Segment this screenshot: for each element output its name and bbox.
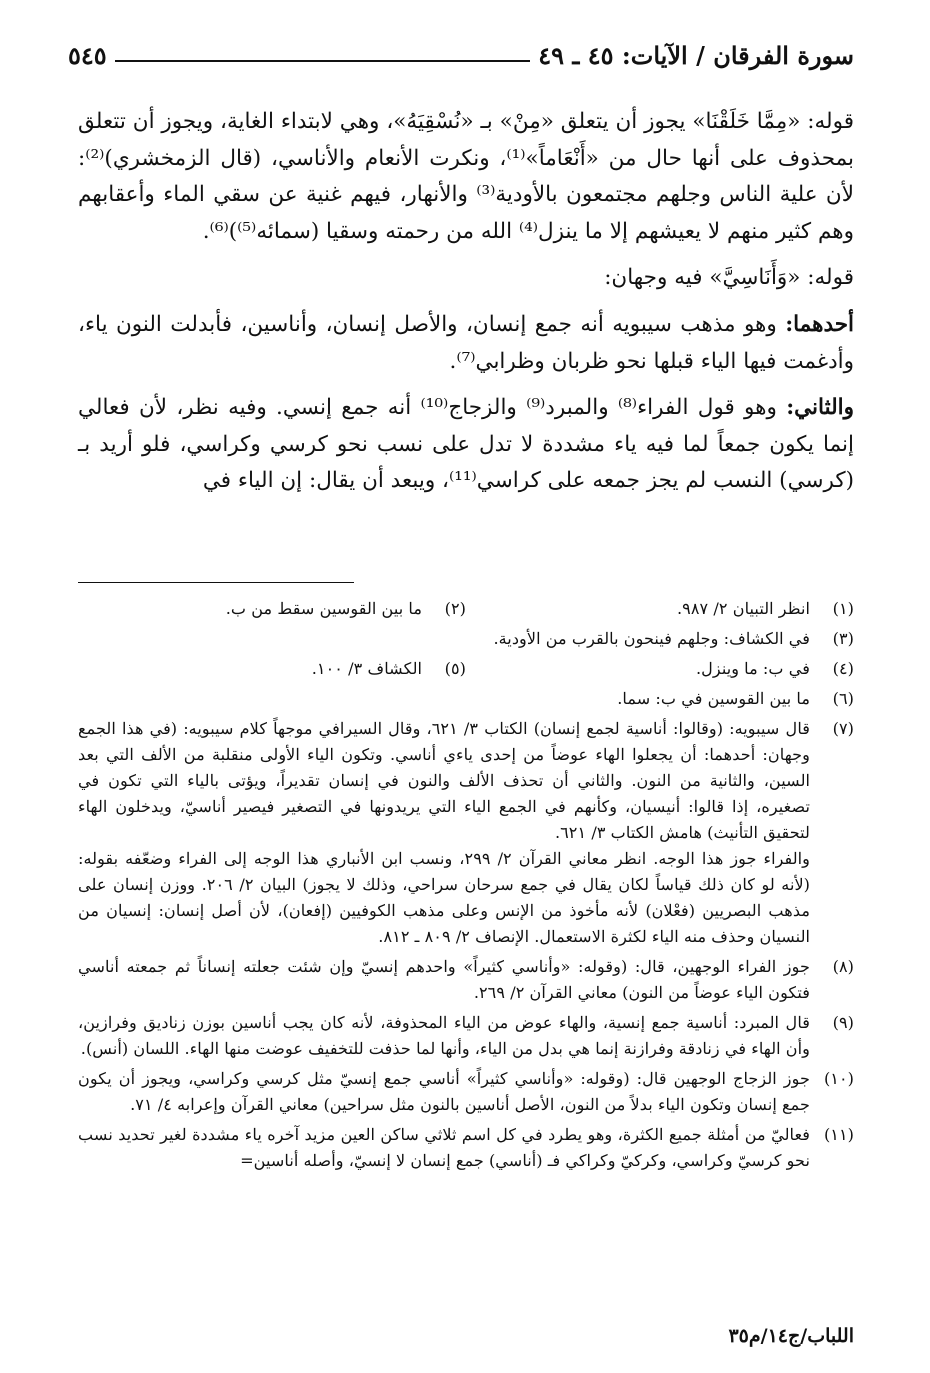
footnote-text: قال المبرد: أناسية جمع إنسية، والهاء عوض من الياء المحذوفة، لأنه كان يجب أناسين بوزن زناديق وفرازين، وأن الهاء في زنادقة وفرازنة إنما هي بدل من الياء، وأنها لما حذفت للتخفيف عوضت منها الهاء. اللسان (أنس). xyxy=(78,1013,810,1058)
footnote xyxy=(78,1010,854,1062)
paragraph-min-ma-khalaqna: قوله: «مِمَّا خَلَقْنَا» يجوز أن يتعلق «مِنْ» بـ «نُسْقِيَهُ»، وهي لابتداء الغاية، ويجوز أن تتعلق بمحذوف على أنها حال من «أَنْعَاماً»⁽¹⁾، ونكرت الأنعام والأناسي، (قال الزمخشري)⁽²⁾: لأن علية الناس وجلهم مجتمعون بالأودية⁽³⁾ والأنهار، فيهم غنية عن سقي الماء وأعقابهم وهم كثير منهم لا يعيشهم إلا ما ينزل⁽⁴⁾ الله من رحمته وسقيا (سمائه⁽⁵⁾)⁽⁶⁾. xyxy=(78,109,854,244)
footnote-number: (٤) xyxy=(832,659,854,678)
main-text xyxy=(78,104,854,510)
footnote-text: ما بين القوسين سقط من ب. xyxy=(225,599,422,618)
footnote xyxy=(78,716,854,950)
footnote-text: قال سيبويه: (وقالوا: أناسية لجمع إنسان) الكتاب ٣/ ٦٢١، وقال السيرافي موجهاً كلام سيبويه: (في هذا الجمع وجهان: أحدهما: أن يجعلوا الهاء عوضاً من إحدى ياءي أناسي. وتكون الياء الأولى منقلبة من الألف التي بعد السين، والثانية من النون. والثاني أن تحذف الألف والنون في إنسان تقديراً، ويؤتى بالياء التي تكون في تصغيره، إذا قالوا: أنيسيان، وكأنهم في الجمع الياء التي يريدونها في التصغير فيصير أناسيّ، ويدخلون الهاء لتحقيق التأنيث) هامش الكتاب ٣/ ٦٢١. xyxy=(78,719,810,842)
footnote-row xyxy=(78,596,854,622)
footnote-number: (١) xyxy=(832,599,854,618)
footnote xyxy=(78,686,854,712)
footnote-number: (٣) xyxy=(832,629,854,648)
signature-mark: اللباب/ج١٤/م٣٥ xyxy=(728,1325,854,1347)
paragraph-wa-anasiyya: قوله: «وَأَنَاسِيَّ» فيه وجهان: xyxy=(604,265,854,291)
second-view-label: والثاني: xyxy=(786,395,854,421)
page-header xyxy=(68,30,854,70)
paragraph-first-view xyxy=(78,307,854,380)
footnote-number: (٩) xyxy=(832,1013,854,1032)
footnote-text: في الكشاف: وجلهم فينحون بالقرب من الأودية. xyxy=(493,629,810,648)
first-view-text: وهو مذهب سيبويه أنه جمع إنسان، والأصل إنسان، وأناسين، فأبدلت النون ياء، وأدغمت فيها الياء قبلها نحو ظربان وظرابي⁽⁷⁾. xyxy=(78,311,854,374)
footnote-text: الكشاف ٣/ ١٠٠. xyxy=(311,659,422,678)
footnote-text: جوز الزجاج الوجهين قال: (وقوله: «وأناسي كثيراً» أناسي جمع إنسيّ مثل كرسي وكراسي، ويجوز أن يكون جمع إنسان وتكون الياء بدلاً من النون، الأصل أناسين بالنون مثل سراحين) معاني القرآن وإعرابه ٤/ ٧١. xyxy=(78,1069,810,1114)
sura-title: سورة الفرقان / الآيات: ٤٥ ـ ٤٩ xyxy=(538,41,854,70)
second-view-text: وهو قول الفراء⁽⁸⁾ والمبرد⁽⁹⁾ والزجاج⁽¹⁰⁾ أنه جمع إنسي. وفيه نظر، لأن فعالي إنما يكون جمعاً لما فيه ياء مشددة لا تدل على نسب نحو كرسي وكراسي، فلو أريد بـ (كرسي) النسب لم يجز جمعه على كراسي⁽¹¹⁾، ويبعد أن يقال: إن الياء في xyxy=(78,395,854,494)
footnote-number: (٥) xyxy=(444,659,466,678)
footnote-number: (٨) xyxy=(832,957,854,976)
footnote xyxy=(78,626,854,652)
page-number: ٥٤٥ xyxy=(68,41,107,70)
footnote-text: ما بين القوسين في ب: سما. xyxy=(617,689,810,708)
footnote xyxy=(78,954,854,1006)
footnote xyxy=(78,1066,854,1118)
footnote-text: جوز الفراء الوجهين، قال: (وقوله: «وأناسي كثيراً» واحدهم إنسيّ وإن شئت جعلته إنساناً ثم جمعته أناسي فتكون الياء عوضاً من النون) معاني القرآن ٢/ ٢٦٩. xyxy=(78,957,810,1002)
footnote-number: (٢) xyxy=(444,599,466,618)
header-rule xyxy=(115,60,531,62)
footnote-number: (٦) xyxy=(832,689,854,708)
footnote-number: (١١) xyxy=(823,1125,854,1144)
footnote-number: (١٠) xyxy=(823,1069,854,1088)
footnote-text: انظر التبيان ٢/ ٩٨٧. xyxy=(677,599,810,618)
footnote-row xyxy=(78,656,854,682)
paragraph-second-view xyxy=(78,390,854,500)
footnote-text: في ب: ما وينزل. xyxy=(695,659,810,678)
footnote-text-continued: والفراء جوز هذا الوجه. انظر معاني القرآن ٢/ ٢٩٩، ونسب ابن الأنباري هذا الوجه إلى الفراء وضعّفه بقوله: (لأنه لو كان ذلك قياساً لكان يقال في جمع سرحان سراحي، وذلك لا يجوز) البيان ٢/ ٢٠٦. ووزن إنسان على مذهب البصريين (فعْلان) لأنه مأخوذ من الإنس وعلى مذهب الكوفيين (إفعان)، لأن أصل إنسان: إنسيان من النسيان وحذف منه الياء لكثرة الاستعمال. الإنصاف ٢/ ٨٠٩ ـ ٨١٢. xyxy=(78,849,810,946)
footnote-number: (٧) xyxy=(832,719,854,738)
footnote-separator xyxy=(78,582,354,583)
footnotes xyxy=(78,596,854,1178)
footnote xyxy=(78,1122,854,1174)
first-view-label: أحدهما: xyxy=(785,311,854,337)
footnote-text: فعاليّ من أمثلة جميع الكثرة، وهو يطرد في كل اسم ثلاثي ساكن العين مزيد آخره ياء مشددة لغير تحديد نسب نحو كرسيّ وكراسي، وكركيّ وكراكي فـ (أناسي) جمع إنسان لا إنسيّ، وأصله أناسين= xyxy=(78,1125,810,1170)
